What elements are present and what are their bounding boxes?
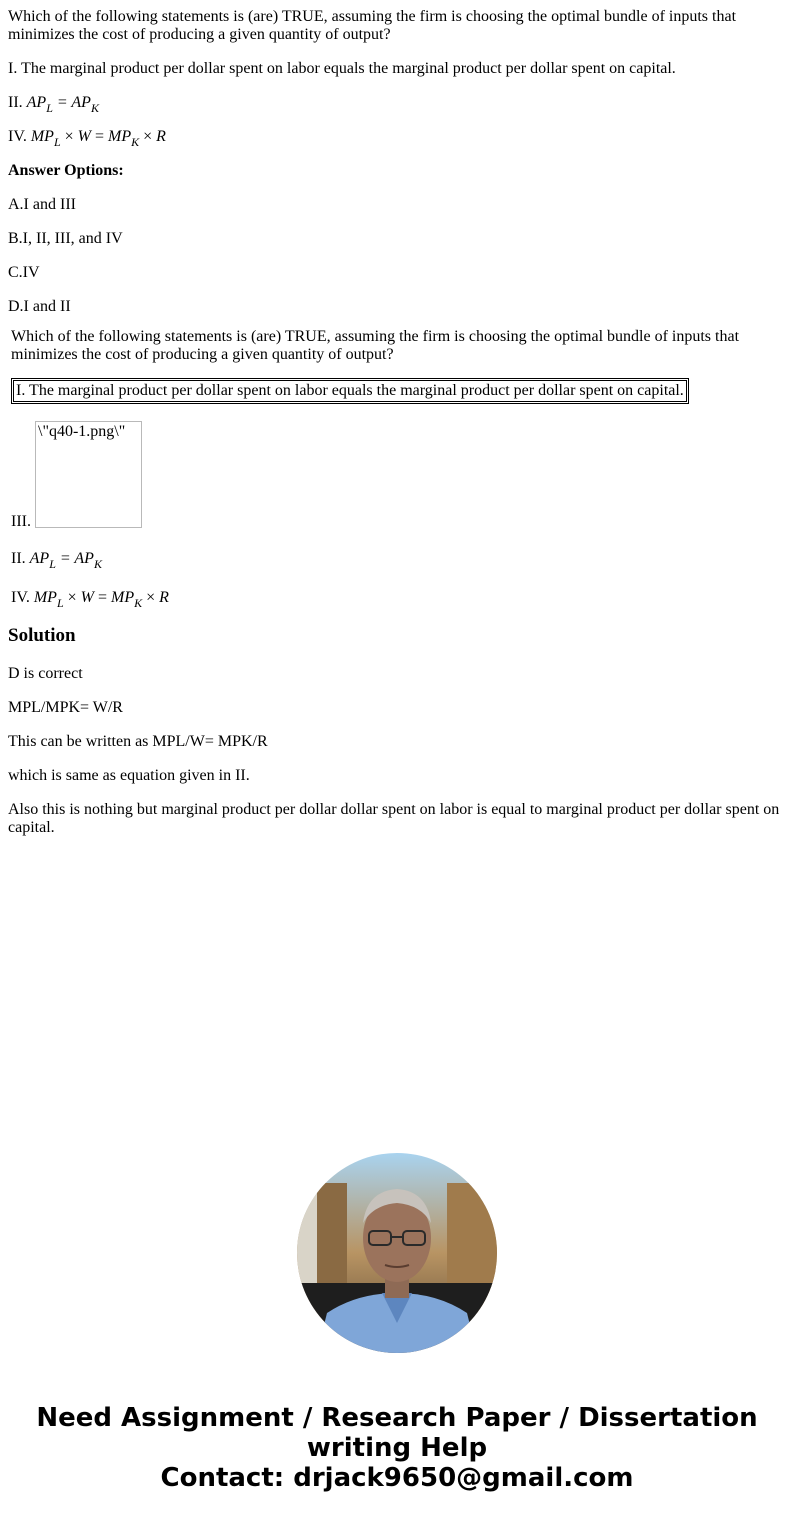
solution-line-5: Also this is nothing but marginal product per dollar dollar spent on labor is equal to marginal product per dollar spent on capital. bbox=[8, 801, 780, 836]
repeat-statement-4: IV. $MP_L \times W = MP_K \times R$ bbox=[11, 589, 169, 610]
avatar-portrait-graphic bbox=[297, 1153, 497, 1353]
statement-1: I. The marginal product per dollar spent on labor equals the marginal product per dollar spent on capital. bbox=[8, 60, 676, 77]
author-avatar bbox=[297, 1153, 497, 1353]
repeat-statement-2: II. $AP_L = AP_K$ bbox=[11, 550, 102, 571]
statement-2: II. $AP_L = AP_K$ bbox=[8, 94, 99, 115]
repeat-statement-1-box bbox=[11, 378, 689, 404]
repeat-statement-3: III. \"q40-1.png\" bbox=[11, 421, 786, 530]
answer-option-c: C.IV bbox=[8, 264, 40, 281]
statement-4: IV. $MP_L \times W = MP_K \times R$ bbox=[8, 128, 166, 149]
solution-line-3: This can be written as MPL/W= MPK/R bbox=[8, 733, 268, 750]
promo-line-2: writing Help bbox=[306, 1433, 488, 1463]
solution-heading: Solution bbox=[8, 625, 76, 646]
promo-footer bbox=[0, 1403, 794, 1493]
promo-line-1: Need Assignment / Research Paper / Dissertation bbox=[36, 1403, 758, 1433]
repeat-question-text: Which of the following statements is (are) TRUE, assuming the firm is choosing the optimal bundle of inputs that minimizes the cost of producing a given quantity of output? bbox=[11, 328, 740, 363]
question-text: Which of the following statements is (are) TRUE, assuming the firm is choosing the optimal bundle of inputs that minimizes the cost of producing a given quantity of output? bbox=[8, 8, 737, 43]
promo-contact[interactable]: Contact: drjack9650@gmail.com bbox=[160, 1463, 634, 1493]
solution-line-1: D is correct bbox=[8, 665, 83, 682]
solution-line-2: MPL/MPK= W/R bbox=[8, 699, 123, 716]
answer-option-b: B.I, II, III, and IV bbox=[8, 230, 123, 247]
broken-image-icon: \"q40-1.png\" bbox=[35, 421, 142, 528]
solution-line-4: which is same as equation given in II. bbox=[8, 767, 250, 784]
repeat-statement-1: I. The marginal product per dollar spent on labor equals the marginal product per dollar spent on capital. bbox=[13, 380, 687, 402]
answer-option-a: A.I and III bbox=[8, 196, 76, 213]
repeat-question-block bbox=[8, 328, 786, 610]
answer-option-d: D.I and II bbox=[8, 298, 71, 315]
answer-options-heading: Answer Options: bbox=[8, 162, 124, 179]
